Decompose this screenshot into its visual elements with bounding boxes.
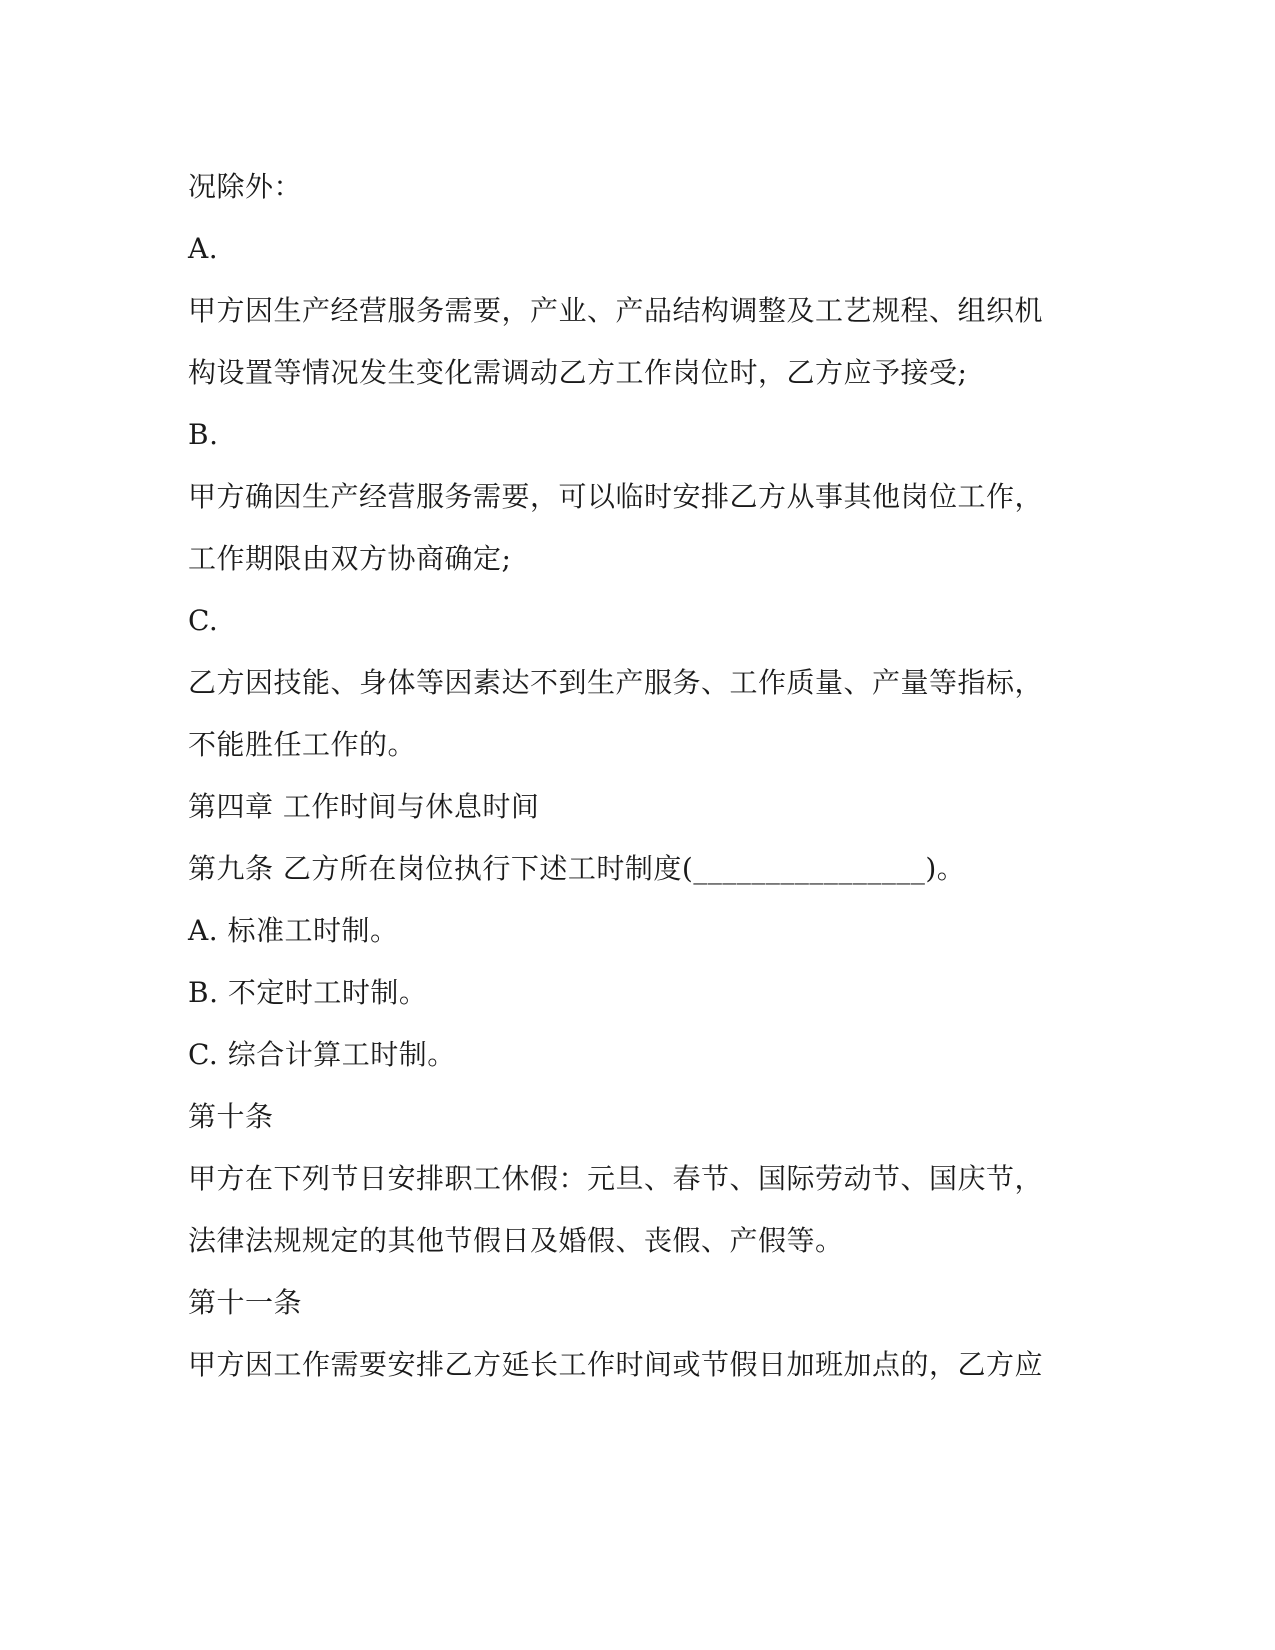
option-a: A. 标准工时制。 [188, 914, 399, 947]
text-line: 不能胜任工作的。 [188, 728, 417, 761]
text-line: 甲方因生产经营服务需要，产业、产品结构调整及工艺规程、组织机 [188, 294, 1044, 327]
text-line: 法律法规规定的其他节假日及婚假、丧假、产假等。 [188, 1224, 844, 1257]
option-b: B. 不定时工时制。 [188, 976, 428, 1009]
article-nine: 第九条 乙方所在岗位执行下述工时制度(________________)。 [188, 852, 966, 885]
text-line: 况除外： [188, 170, 303, 203]
list-marker-a: A. [188, 232, 219, 265]
article-ten-heading: 第十条 [188, 1100, 274, 1133]
text-line: 甲方在下列节日安排职工休假：元旦、春节、国际劳动节、国庆节， [188, 1162, 1044, 1195]
text-line: 工作期限由双方协商确定; [188, 542, 512, 575]
text-line: 甲方因工作需要安排乙方延长工作时间或节假日加班加点的，乙方应 [188, 1348, 1044, 1381]
chapter-heading: 第四章 工作时间与休息时间 [188, 790, 540, 823]
text-line: 构设置等情况发生变化需调动乙方工作岗位时，乙方应予接受; [188, 356, 968, 389]
option-c: C. 综合计算工时制。 [188, 1038, 456, 1071]
text-line: 甲方确因生产经营服务需要，可以临时安排乙方从事其他岗位工作， [188, 480, 1044, 513]
list-marker-b: B. [188, 418, 219, 451]
article-eleven-heading: 第十一条 [188, 1286, 303, 1319]
text-line: 乙方因技能、身体等因素达不到生产服务、工作质量、产量等指标， [188, 666, 1044, 699]
list-marker-c: C. [188, 604, 219, 637]
